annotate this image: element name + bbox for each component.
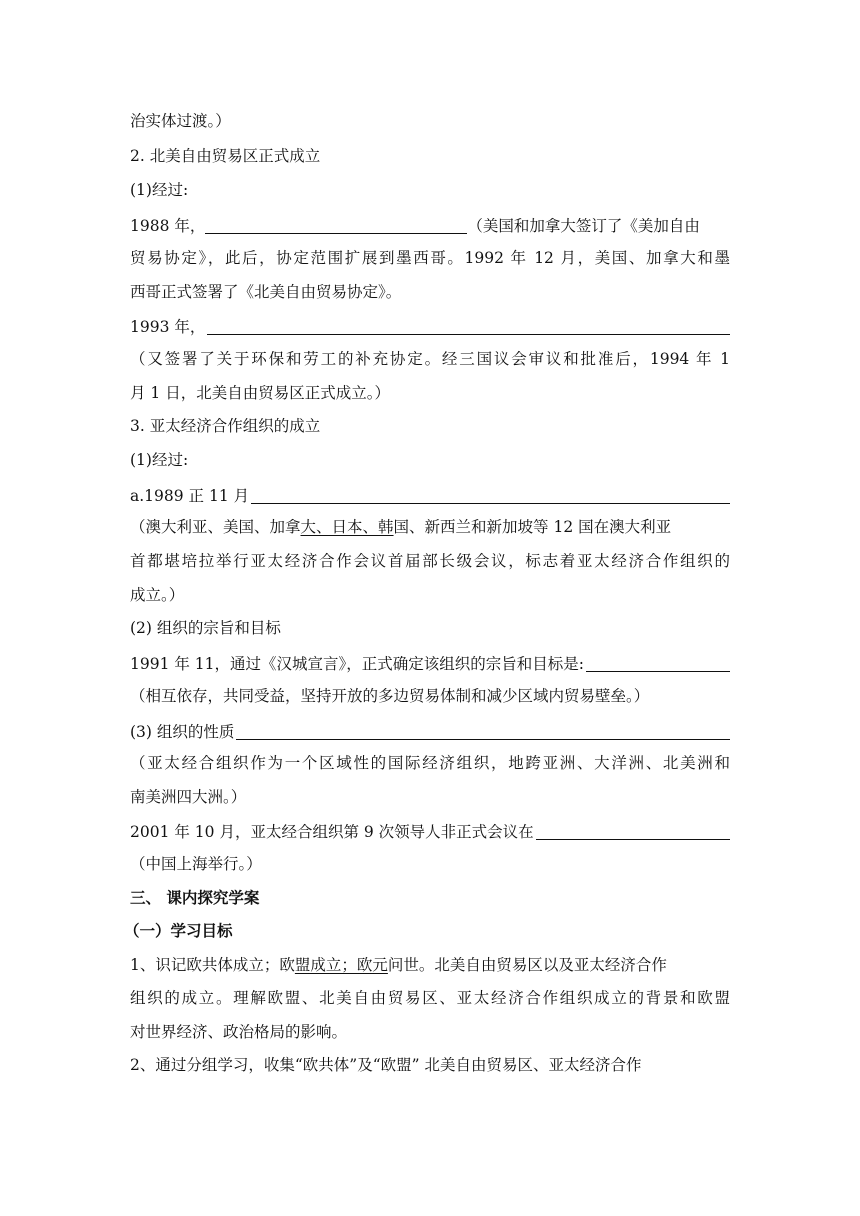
text-line: 首都堪培拉举行亚太经济合作会议首届部长级会议，标志着亚太经济合作组织的 <box>130 552 730 570</box>
text-fragment: 2001 年 10 月，亚太经合组织第 9 次领导人非正式会议在 <box>130 822 534 841</box>
text-line: 南美洲四大洲。） <box>130 788 247 806</box>
answer-blank[interactable] <box>586 655 730 672</box>
text-line: （亚太经合组织作为一个区域性的国际经济组织，地跨亚洲、大洋洲、北美洲和 <box>130 754 730 772</box>
text-line: 贸易协定》，此后，协定范围扩展到墨西哥。1992 年 12 月，美国、加拿大和墨 <box>130 249 730 267</box>
text-fragment: 1991 年 11，通过《汉城宣言》，正式确定该组织的宗旨和目标是: <box>130 654 584 673</box>
text-fragment: 1、识记欧共体成立；欧 <box>130 956 295 974</box>
text-line <box>130 217 730 235</box>
text-line: 对世界经济、政治格局的影响。 <box>130 1023 348 1041</box>
text-line <box>130 520 730 536</box>
text-line: (1)经过: <box>130 181 189 199</box>
text-line <box>130 487 730 504</box>
answer-blank[interactable] <box>236 723 730 740</box>
text-line <box>130 655 730 672</box>
answer-blank[interactable] <box>536 823 730 840</box>
text-fragment: a.1989 正 11 月 <box>130 486 250 505</box>
text-line: 西哥正式签署了《北美自由贸易协定》。 <box>130 283 402 301</box>
underlined-fragment: 大、日本、韩 <box>300 518 394 536</box>
text-fragment: (3) 组织的性质 <box>130 722 235 741</box>
text-line: 2、通过分组学习，收集“欧共体”及“欧盟” 北美自由贸易区、亚太经济合作 <box>130 1056 642 1074</box>
section-heading: 2. 北美自由贸易区正式成立 <box>130 147 321 165</box>
section-heading: 三、 课内探究学案 <box>130 889 260 907</box>
text-line: 月 1 日，北美自由贸易区正式成立。） <box>130 384 390 402</box>
subsection-heading: (2) 组织的宗旨和目标 <box>130 619 281 637</box>
text-line: 组织的成立。理解欧盟、北美自由贸易区、亚太经济合作组织成立的背景和欧盟 <box>130 989 730 1007</box>
subsection-heading: （一）学习目标 <box>124 922 233 940</box>
text-line <box>130 318 730 335</box>
text-line: 成立。） <box>130 586 185 604</box>
text-fragment: 1993 年， <box>130 317 206 336</box>
answer-blank[interactable] <box>251 487 730 504</box>
text-line: 治实体过渡。） <box>130 112 231 130</box>
text-fragment: 1988 年， <box>130 217 206 235</box>
text-line: （又签署了关于环保和劳工的补充协定。经三国议会审议和批准后，1994 年 1 <box>130 350 730 368</box>
answer-blank[interactable] <box>205 217 467 234</box>
underlined-fragment: 盟成立；欧元 <box>294 956 388 974</box>
text-line <box>130 958 730 974</box>
text-line: （中国上海举行。） <box>130 855 262 873</box>
text-line: （相互依存，共同受益，坚持开放的多边贸易体制和减少区域内贸易壁垒。） <box>130 687 650 705</box>
text-line: (1)经过: <box>130 451 189 469</box>
text-fragment: 问世。北美自由贸易区以及亚太经济合作 <box>387 956 667 974</box>
answer-blank[interactable] <box>207 318 730 335</box>
section-heading: 3. 亚太经济合作组织的成立 <box>130 417 321 435</box>
text-line <box>130 723 730 740</box>
text-fragment: （美国和加拿大签订了《美加自由 <box>467 217 700 235</box>
text-fragment: 国、新西兰和新加坡等 12 国在澳大利亚 <box>393 518 672 536</box>
text-fragment: （澳大利亚、美国、加拿 <box>130 518 301 536</box>
text-line <box>130 823 730 840</box>
